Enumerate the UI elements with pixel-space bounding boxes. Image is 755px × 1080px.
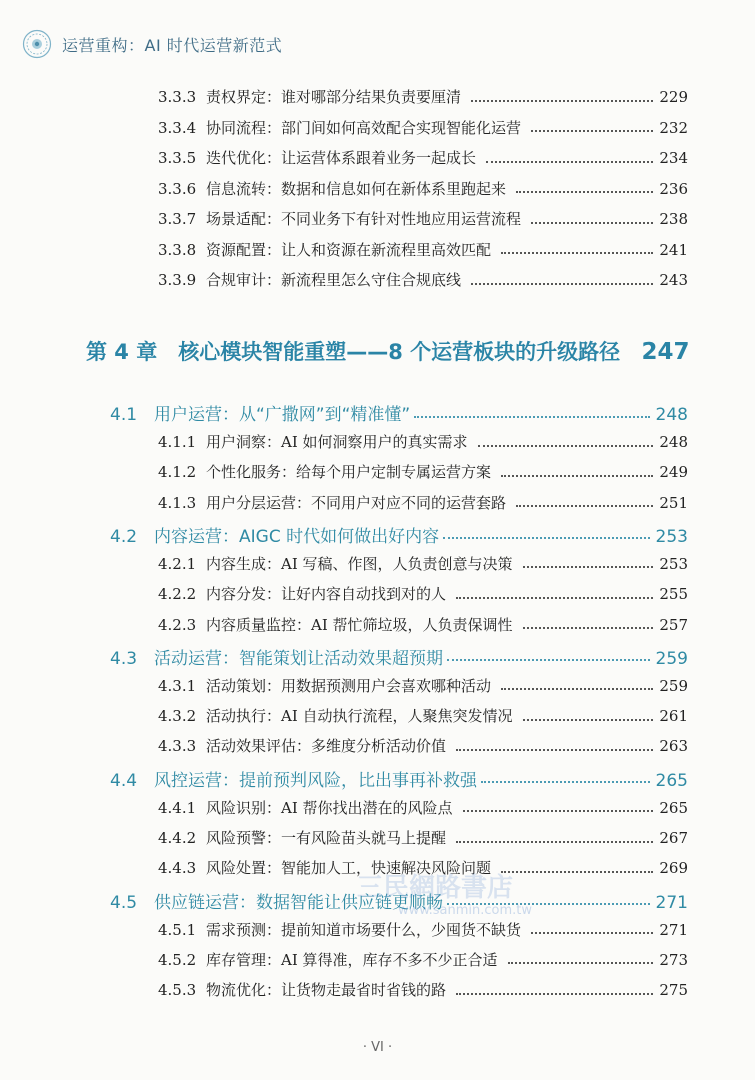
entry-title: 活动运营：智能策划让活动效果超预期 (154, 648, 443, 669)
toc-entry[interactable] (158, 147, 688, 168)
entry-title: 内容分发：让好内容自动找到对的人 (206, 585, 447, 604)
entry-page: 249 (659, 463, 688, 482)
leader-dots (414, 416, 649, 418)
page-footer: · VI · (362, 1040, 393, 1055)
leader-dots (501, 688, 653, 690)
entry-title: 内容生成：AI 写稿、作图，人负责创意与决策 (206, 554, 513, 573)
leader-dots (456, 597, 653, 599)
entry-page: 275 (659, 981, 688, 1000)
entry-number: 4.1.1 (158, 433, 197, 451)
watermark-url: www.sanmin.com.tw (397, 903, 533, 918)
toc-entry[interactable] (158, 431, 688, 452)
entry-page: 259 (659, 676, 688, 695)
leader-dots (443, 537, 649, 539)
entry-page: 241 (659, 240, 688, 259)
entry-page: 238 (659, 210, 688, 228)
entry-page: 273 (659, 950, 688, 969)
entry-title: 合规审计：新流程里怎么守住合规底线 (206, 271, 462, 289)
toc-entry[interactable] (158, 239, 688, 260)
toc-section[interactable] (110, 766, 688, 791)
entry-title: 风控运营：提前预判风险，比出事再补救强 (154, 770, 477, 791)
leader-dots (531, 222, 653, 224)
entry-page: 261 (659, 707, 688, 726)
toc-entry[interactable] (158, 949, 688, 970)
leader-dots (456, 993, 653, 995)
entry-number: 4.5.3 (158, 981, 197, 1000)
bookstore-watermark (290, 870, 580, 918)
entry-page: 248 (655, 405, 688, 425)
entry-number: 4.5.2 (158, 950, 197, 969)
entry-title: 库存管理：AI 算得准，库存不多不少正合适 (206, 950, 498, 969)
running-header (22, 28, 282, 60)
entry-title: 协同流程：部门间如何高效配合实现智能化运营 (206, 118, 522, 137)
entry-number: 3.3.5 (158, 149, 197, 167)
leader-dots (463, 810, 654, 812)
entry-title: 活动执行：AI 自动执行流程，人聚焦突发情况 (206, 707, 513, 726)
entry-number: 4.5.1 (158, 920, 197, 939)
toc-entry[interactable] (158, 461, 688, 482)
toc-entry[interactable] (158, 492, 688, 513)
entry-page: 251 (659, 493, 688, 512)
entry-page: 271 (655, 892, 688, 913)
leader-dots (523, 719, 654, 721)
leader-dots (523, 566, 654, 568)
chapter-page: 247 (641, 339, 690, 365)
leader-dots (531, 932, 653, 934)
entry-number: 3.3.6 (158, 179, 197, 198)
entry-title: 物流优化：让货物走最省时省钱的路 (206, 981, 447, 1000)
entry-page: 243 (659, 271, 688, 289)
entry-page: 267 (659, 829, 688, 847)
entry-number: 3.3.7 (158, 210, 197, 228)
entry-number: 4.3.3 (158, 737, 197, 756)
leader-dots (456, 749, 653, 751)
entry-title: 用户分层运营：不同用户对应不同的运营套路 (206, 493, 507, 512)
entry-page: 257 (659, 615, 688, 634)
entry-number: 4.3.1 (158, 676, 197, 695)
entry-title: 责权界定：谁对哪部分结果负责要厘清 (206, 88, 462, 106)
entry-number: 4.4.3 (158, 859, 197, 878)
toc-entry[interactable] (158, 553, 688, 574)
entry-page: 259 (655, 648, 688, 669)
watermark-name: 三民網路書店 (356, 873, 514, 903)
entry-number: 4.2.1 (158, 554, 197, 573)
leader-dots (501, 475, 653, 477)
toc-entry[interactable] (158, 979, 688, 1000)
entry-page: 265 (655, 770, 688, 791)
entry-title: 迭代优化：让运营体系跟着业务一起成长 (206, 149, 477, 167)
entry-number: 3.3.4 (158, 118, 197, 137)
entry-page: 234 (659, 149, 688, 167)
entry-title: 个性化服务：给每个用户定制专属运营方案 (206, 463, 492, 482)
entry-title: 风险识别：AI 帮你找出潜在的风险点 (206, 798, 453, 817)
entry-page: 253 (659, 554, 688, 573)
entry-number: 3.3.9 (158, 271, 197, 289)
leader-dots (516, 191, 653, 193)
entry-page: 253 (655, 526, 688, 547)
entry-number: 4.2.2 (158, 585, 197, 604)
entry-title: 信息流转：数据和信息如何在新体系里跑起来 (206, 179, 507, 198)
toc-entry[interactable] (158, 178, 688, 199)
entry-number: 4.4 (110, 770, 138, 791)
leader-dots (501, 252, 653, 254)
toc-entry[interactable] (158, 269, 688, 290)
entry-page: 265 (659, 798, 688, 817)
entry-number: 4.2.3 (158, 615, 197, 634)
toc-entry[interactable] (158, 583, 688, 604)
leader-dots (516, 505, 653, 507)
entry-number: 3.3.8 (158, 240, 197, 259)
toc-entry[interactable] (158, 117, 688, 138)
toc-entry[interactable] (158, 705, 688, 726)
entry-number: 4.5 (110, 892, 138, 913)
entry-title: 活动效果评估：多维度分析活动价值 (206, 737, 447, 756)
entry-page: 248 (659, 433, 688, 451)
entry-page: 271 (659, 920, 688, 939)
entry-title: 内容质量监控：AI 帮忙筛垃圾，人负责保调性 (206, 615, 513, 634)
book-title: 运营重构：AI 时代运营新范式 (62, 35, 283, 55)
leader-dots (531, 130, 653, 132)
entry-number: 3.3.3 (158, 88, 197, 106)
entry-number: 4.3 (110, 648, 138, 669)
ai-brain-logo-icon (22, 29, 52, 59)
chapter-title: 第 4 章 核心模块智能重塑——8 个运营板块的升级路径 (86, 340, 621, 364)
toc-entry[interactable] (158, 86, 688, 107)
entry-page: 236 (659, 179, 688, 198)
leader-dots (486, 161, 653, 163)
entry-page: 255 (659, 585, 688, 604)
leader-dots (523, 627, 654, 629)
toc-entry[interactable] (158, 797, 688, 818)
entry-number: 4.4.1 (158, 798, 197, 817)
toc-entry[interactable] (158, 827, 688, 848)
toc-section[interactable] (110, 522, 688, 547)
leader-dots (447, 659, 650, 661)
entry-title: 资源配置：让人和资源在新流程里高效匹配 (206, 240, 492, 259)
entry-title: 用户运营：从“广撒网”到“精准懂” (154, 405, 411, 425)
entry-title: 风险预警：一有风险苗头就马上提醒 (206, 829, 447, 847)
entry-number: 4.2 (110, 526, 138, 547)
entry-title: 风险处置：智能加人工，快速解决风险问题 (206, 859, 492, 878)
toc-entry[interactable] (158, 735, 688, 756)
leader-dots (508, 962, 654, 964)
leader-dots (471, 283, 653, 285)
leader-dots (481, 781, 650, 783)
leader-dots (471, 100, 653, 102)
entry-title: 供应链运营：数据智能让供应链更顺畅 (154, 892, 443, 913)
entry-number: 4.1.2 (158, 463, 197, 482)
toc-entry[interactable] (158, 675, 688, 696)
entry-page: 263 (659, 737, 688, 756)
entry-title: 需求预测：提前知道市场要什么，少囤货不缺货 (206, 920, 522, 939)
entry-number: 4.1.3 (158, 493, 197, 512)
entry-number: 4.4.2 (158, 829, 197, 847)
toc-section[interactable] (110, 400, 688, 425)
toc-entry[interactable] (158, 208, 688, 229)
leader-dots (478, 445, 654, 447)
entry-page: 232 (659, 118, 688, 137)
entry-title: 用户洞察：AI 如何洞察用户的真实需求 (206, 433, 468, 451)
entry-page: 269 (659, 859, 688, 878)
entry-number: 4.1 (110, 405, 138, 425)
entry-number: 4.3.2 (158, 707, 197, 726)
entry-title: 活动策划：用数据预测用户会喜欢哪种活动 (206, 676, 492, 695)
entry-title: 内容运营：AIGC 时代如何做出好内容 (154, 526, 440, 547)
entry-title: 场景适配：不同业务下有针对性地应用运营流程 (206, 210, 522, 228)
entry-page: 229 (659, 88, 688, 106)
chapter-heading[interactable] (86, 336, 689, 366)
toc-section[interactable] (110, 644, 688, 669)
toc-entry[interactable] (158, 919, 688, 940)
toc-entry[interactable] (158, 614, 688, 635)
leader-dots (456, 841, 653, 843)
